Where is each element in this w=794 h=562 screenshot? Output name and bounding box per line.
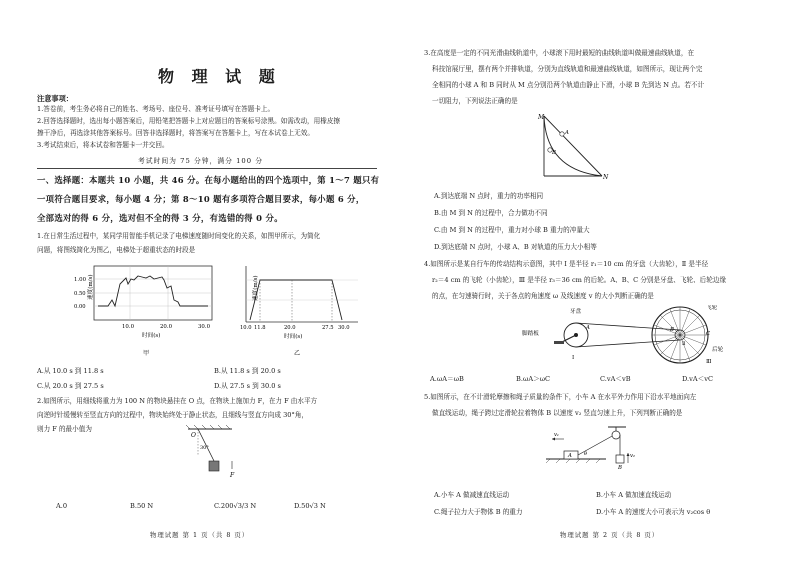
jia-xtick-1: 10.0 xyxy=(122,324,135,330)
notes-heading: 注意事项： xyxy=(37,94,73,103)
page-title: 物 理 试 题 xyxy=(158,67,281,86)
q2-block xyxy=(209,461,219,471)
exam-info: 考试时间为 75 分钟，满分 100 分 xyxy=(138,157,264,165)
yi-xtick-4: 27.5 xyxy=(322,325,334,331)
jia-ytick-2: 0.50 xyxy=(74,291,86,297)
q3-line-3: 全相同的小球 A 和 B 同时从 M 点分别沿两个轨道由静止下滑，小球 B 先到达 N 点。若不计 xyxy=(432,81,705,89)
q4-option-b: B.ωA＞ωC xyxy=(516,375,551,383)
q4-chain-top xyxy=(576,323,680,330)
jia-velocity-curve xyxy=(98,276,208,306)
jia-xlabel: 时间(s) xyxy=(142,333,161,339)
section-heading-line-3: 全部选对的得 6 分，选对但不全的得 3 分，有选错的得 0 分。 xyxy=(37,213,283,223)
q3-option-a: A.到达底端 N 点时，重力的功率相同 xyxy=(434,192,544,200)
q2-option-c: C.200√3/3 N xyxy=(214,502,257,510)
q5-option-d: D.小车 A 的速度大小可表示为 v₂cos θ xyxy=(596,508,711,516)
q2-option-a: A.0 xyxy=(56,502,68,510)
q1-option-c: C.从 20.0 s 到 27.5 s xyxy=(37,382,104,390)
q5-label-theta: θ xyxy=(584,451,588,457)
figure-q2-suspension xyxy=(168,425,248,485)
q3-line-1: 3.在高度是一定的不同光滑曲线轨道中，小球滚下用时最短的曲线轨道叫做最速曲线轨道，在 xyxy=(424,49,695,57)
q4-label-pedal: 脚踏板 xyxy=(522,331,539,337)
q5-line-2: 做直线运动，绳子跨过定滑轮拉着物体 B 以速度 v₂ 竖直匀速上升，下列判断正确的是 xyxy=(432,409,683,417)
figure-q4-bicycle xyxy=(520,305,740,367)
q3-option-b: B.由 M 到 N 的过程中，合力做功不同 xyxy=(434,209,548,217)
q1-line-1: 1.在日常生活过程中，某同学用智能手机记录了电梯速度随时间变化的关系，如图甲所示，为简化 xyxy=(37,232,321,240)
divider xyxy=(37,168,377,169)
q2-option-b: B.50 N xyxy=(130,502,154,510)
q3-label-m: M xyxy=(538,114,545,121)
q2-angle-label: 30° xyxy=(200,445,209,451)
q4-label-i: Ⅰ xyxy=(572,355,575,361)
q3-option-c: C.由 M 到 N 的过程中，重力对小球 B 重力的冲量大 xyxy=(434,226,590,234)
figure-jia-chart xyxy=(68,262,218,344)
jia-ylabel: 速度(m/s) xyxy=(88,274,94,300)
figure-q5-pulley xyxy=(542,425,652,475)
q4-option-c: C.vA＜vB xyxy=(600,375,631,383)
q3-line-2: 科技馆展厅里，摆有两个并排轨道，分别为直线轨道和最速曲线轨道，如图所示，现让两个完 xyxy=(432,65,703,73)
figure-q3-tracks xyxy=(530,110,610,182)
q1-option-a: A.从 10.0 s 到 11.8 s xyxy=(37,367,104,375)
note-3: 3.考试结束后，将本试卷和答题卡一并交回。 xyxy=(37,141,169,149)
q5-block-b xyxy=(616,455,624,463)
q1-option-d: D.从 27.5 s 到 30.0 s xyxy=(214,382,281,390)
yi-xtick-1: 10.0 xyxy=(240,325,252,331)
q3-label-b: B xyxy=(552,150,556,156)
q5-pulley xyxy=(612,431,620,439)
jia-ytick-3: 0.00 xyxy=(74,304,86,310)
jia-xtick-2: 20.0 xyxy=(160,324,173,330)
q4-label-chainring: 牙盘 xyxy=(570,309,582,315)
q5-label-v2: v₂ xyxy=(630,453,636,459)
q4-label-iii: Ⅲ xyxy=(706,359,712,365)
note-2-cont: 擦干净后，再选涂其他答案标号。回答非选择题时，将答案写在答题卡上，写在本试卷上无效。 xyxy=(37,129,314,137)
q4-label-b: B xyxy=(670,327,674,333)
page-2 xyxy=(400,0,794,562)
q3-label-n: N xyxy=(603,174,609,181)
q4-label-rear: 后轮 xyxy=(712,347,724,353)
q4-line-1: 4.如图所示是某自行车的传动结构示意图，其中 Ⅰ 是半径 r₁＝10 cm 的牙盘（大齿轮），Ⅱ 是半径 xyxy=(424,260,709,268)
q2-option-d: D.50√3 N xyxy=(294,502,326,510)
yi-xtick-3: 20.0 xyxy=(284,325,296,331)
q4-label-a: A xyxy=(586,325,590,331)
q4-chain-bottom xyxy=(576,340,680,347)
yi-xtick-2: 11.8 xyxy=(254,325,266,331)
jia-xtick-3: 30.0 xyxy=(198,324,211,330)
yi-ylabel: 速度(m/s) xyxy=(253,275,259,301)
jia-ytick-1: 1.00 xyxy=(74,277,87,283)
q5-line-1: 5.如图所示，在不计滑轮摩擦和绳子质量的条件下，小车 A 在水平外力作用下沿水平地面向左 xyxy=(424,393,697,401)
page-2-footer: 物理试题 第 2 页（共 8 页） xyxy=(560,531,660,539)
yi-xlabel: 时间(s) xyxy=(284,334,303,340)
q3-line-4: 一切阻力，下列说法正确的是 xyxy=(432,97,518,105)
q3-option-d: D.到达底端 N 点时，小球 A、B 对轨道的压力大小相等 xyxy=(434,243,597,251)
q5-label-b: B xyxy=(618,465,622,471)
q5-option-c: C.绳子拉力大于物体 B 的重力 xyxy=(434,508,523,516)
q3-label-a: A xyxy=(565,130,569,136)
q5-option-b: B.小车 A 做加速直线运动 xyxy=(596,491,672,499)
q5-option-a: A.小车 A 做减速直线运动 xyxy=(434,491,510,499)
q4-line-3: 的点，在匀速骑行时，关于各点的角速度 ω 及线速度 v 的大小判断正确的是 xyxy=(432,292,654,300)
note-2: 2.回答选择题时，选出每小题答案后，用铅笔把答题卡上对应题目的答案标号涂黑。如需改动，用橡皮擦 xyxy=(37,117,341,125)
q5-label-v1: v₁ xyxy=(554,432,560,438)
figure-yi-chart xyxy=(232,262,362,344)
q2-line-1: 2.如图所示，用细线将重力为 100 N 的物块悬挂在 O 点，在物块上施加力 F，在力 F 由水平方 xyxy=(37,397,318,405)
q4-line-2: r₂＝4 cm 的飞轮（小齿轮），Ⅲ 是半径 r₃＝36 cm 的后轮。A、B、C 分别是牙盘、飞轮、后轮边缘 xyxy=(432,276,727,284)
q3-straight-track xyxy=(544,116,602,176)
page-1-footer: 物理试题 第 1 页（共 8 页） xyxy=(150,531,250,539)
q4-label-flywheel: 飞轮 xyxy=(706,305,718,311)
q4-option-d: D.vA＜vC xyxy=(682,375,713,383)
yi-xtick-5: 30.0 xyxy=(338,325,350,331)
q2-line-2: 向逆时针缓慢转至竖直方向的过程中，物块始终处于静止状态，且细线与竖直方向成 30°角， xyxy=(37,411,308,419)
q4-label-ii: Ⅱ xyxy=(682,341,686,347)
figure-jia-label: 甲 xyxy=(143,350,150,357)
q3-ball-a xyxy=(560,132,564,136)
q4-pedal xyxy=(554,341,564,344)
section-heading-line-1: 一、选择题：本题共 10 小题，共 46 分。在每小题给出的四个选项中，第 1～7 题只有 xyxy=(37,175,380,185)
section-heading-line-2: 一项符合题目要求，每小题 4 分；第 8～10 题有多项符合题目要求，每小题 6 分， xyxy=(37,194,365,204)
q2-point-label: O xyxy=(191,432,196,439)
figure-yi-label: 乙 xyxy=(294,350,301,357)
note-1: 1.答卷前，考生务必将自己的姓名、考场号、座位号、准考证号填写在答题卡上。 xyxy=(37,105,275,113)
q2-line-3: 则力 F 的最小值为 xyxy=(37,425,92,433)
q1-option-b: B.从 11.8 s 到 20.0 s xyxy=(214,367,281,375)
q4-option-a: A.ωA＝ωB xyxy=(430,375,464,383)
q1-line-2: 问题，将图线简化为图乙，电梯处于超重状态的时段是 xyxy=(37,246,196,254)
q4-label-c: C xyxy=(706,331,711,337)
q2-force-label: F xyxy=(230,472,235,479)
q5-label-a: A xyxy=(568,453,572,459)
